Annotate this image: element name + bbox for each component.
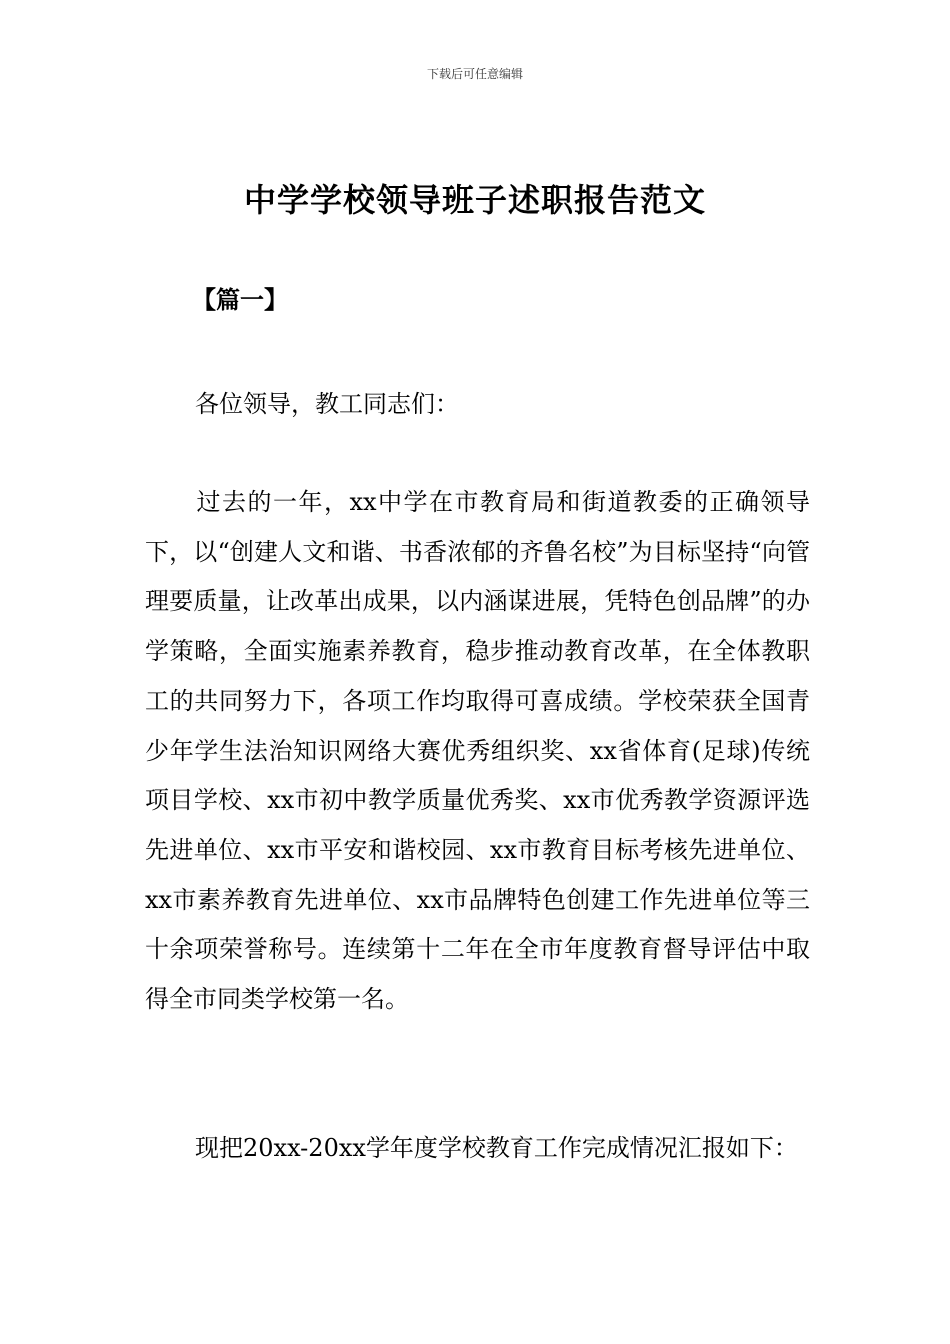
- greeting-paragraph: [145, 380, 810, 430]
- document-title: 中学学校领导班子述职报告范文: [243, 181, 706, 219]
- body-paragraph-1-text: 过去的一年，xx中学在市教育局和街道教委的正确领导下，以“创建人文和谐、书香浓郁的齐鲁名校”为目标坚持“向管理要质量，让改革出成果，以内涵谋进展，凭特色创品牌”的办学策略，全面实施素养教育，稳步推动教育改革，在全体教职工的共同努力下，各项工作均取得可喜成绩。学校荣获全国青少年学生法治知识网络大赛优秀组织奖、xx省体育(足球)传统项目学校、xx市初中教学质量优秀奖、xx市优秀教学资源评选先进单位、xx市平安和谐校园、xx市教育目标考核先进单位、xx市素养教育先进单位、xx市品牌特色创建工作先进单位等三十余项荣誉称号。连续第十二年在全市年度教育督导评估中取得全市同类学校第一名。: [145, 488, 810, 1014]
- body-paragraph-1: [145, 478, 810, 1025]
- header-note: 下载后可任意编辑: [426, 67, 523, 81]
- body-paragraph-2: [145, 1124, 810, 1174]
- greeting-text: 各位领导，教工同志们：: [195, 390, 459, 418]
- section-label: 【篇一】: [192, 286, 288, 314]
- body-paragraph-2-text: 现把20xx-20xx学年度学校教育工作完成情况汇报如下：: [195, 1134, 798, 1162]
